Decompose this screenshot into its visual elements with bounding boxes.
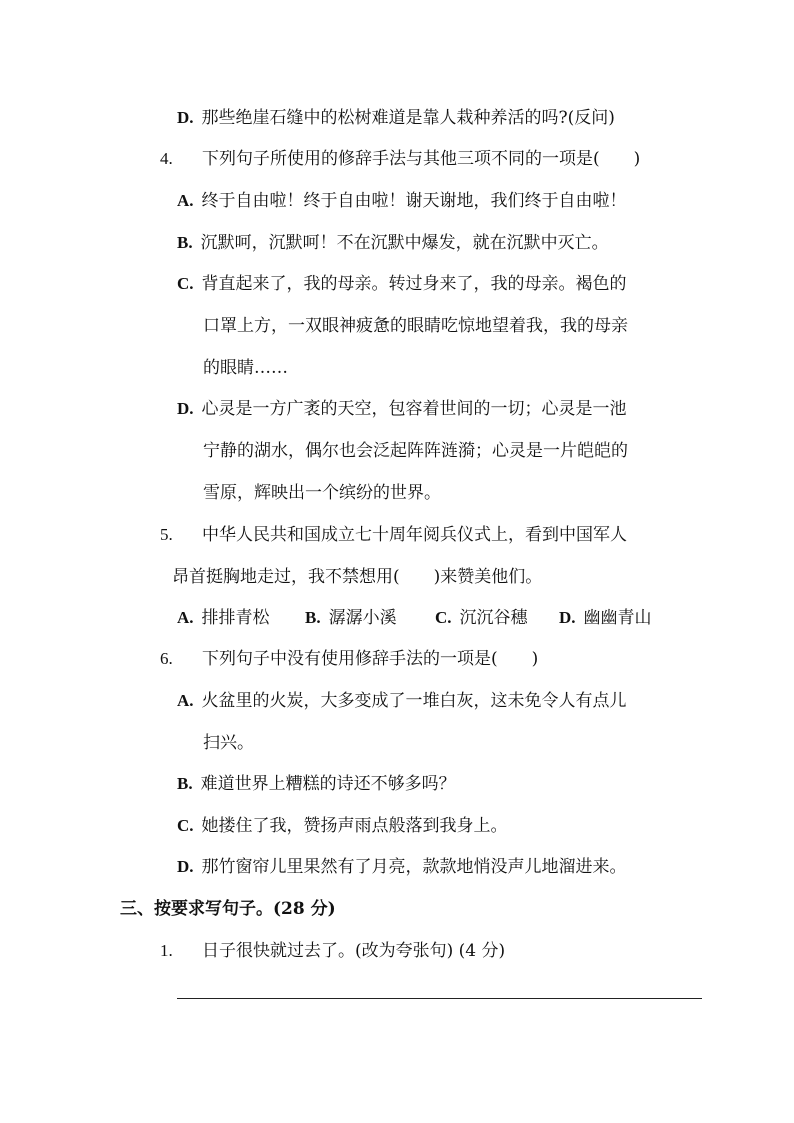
q5-option-b bbox=[305, 607, 435, 629]
question-text: 中华人民共和国成立七十周年阅兵仪式上，看到中国军人 bbox=[202, 525, 627, 545]
q4-option-d-line2: 宁静的湖水，偶尔也会泛起阵阵涟漪；心灵是一片皑皑的 bbox=[203, 441, 628, 461]
option-text: 沉默呵，沉默呵！不在沉默中爆发，就在沉默中灭亡。 bbox=[200, 233, 609, 253]
option-text: 那些绝崖石缝中的松树难道是靠人栽种养活的吗?(反问) bbox=[201, 108, 615, 128]
option-text: 难道世界上糟糕的诗还不够多吗？ bbox=[200, 774, 456, 794]
option-key: D. bbox=[559, 608, 576, 627]
option-text: 背直起来了，我的母亲。转过身来了，我的母亲。褐色的 bbox=[201, 274, 627, 294]
question-number: 1. bbox=[160, 941, 173, 960]
option-text: 火盆里的火炭，大多变成了一堆白灰，这未免令人有点儿 bbox=[201, 691, 627, 711]
q4-option-c bbox=[177, 273, 627, 295]
option-text: 终于自由啦！终于自由啦！谢天谢地，我们终于自由啦！ bbox=[201, 191, 627, 211]
q5-stem bbox=[160, 524, 627, 546]
option-key: D. bbox=[177, 857, 194, 876]
q4-option-c-line2: 口罩上方，一双眼神疲惫的眼睛吃惊地望着我，我的母亲 bbox=[203, 316, 628, 336]
q5-options bbox=[177, 607, 652, 629]
section-heading: 三、按要求写句子。(28 分) bbox=[120, 899, 336, 919]
option-text: 她搂住了我，赞扬声雨点般落到我身上。 bbox=[201, 816, 508, 836]
option-text: 排排青松 bbox=[201, 608, 270, 628]
q5-stem-line2: 昂首挺胸地走过，我不禁想用( )来赞美他们。 bbox=[172, 567, 543, 587]
option-text: 那竹窗帘儿里果然有了月亮，款款地悄没声儿地溜进来。 bbox=[201, 857, 627, 877]
option-text: 心灵是一方广袤的天空，包容着世间的一切；心灵是一池 bbox=[201, 399, 627, 419]
q5-option-a bbox=[177, 607, 305, 629]
question-number: 6. bbox=[160, 649, 173, 668]
q4-option-a bbox=[177, 190, 627, 212]
option-key: B. bbox=[177, 774, 193, 793]
q5-option-d bbox=[559, 607, 652, 629]
option-key: A. bbox=[177, 691, 194, 710]
q4-option-d bbox=[177, 398, 627, 420]
option-key: C. bbox=[177, 816, 194, 835]
s3-q1 bbox=[160, 940, 505, 962]
question-text: 下列句子中没有使用修辞手法的一项是( ) bbox=[202, 649, 539, 669]
question-number: 5. bbox=[160, 525, 173, 544]
option-key: C. bbox=[177, 274, 194, 293]
q6-option-a-line2: 扫兴。 bbox=[203, 733, 254, 753]
option-key: B. bbox=[177, 233, 193, 252]
question-text: 日子很快就过去了。(改为夸张句) (4 分) bbox=[202, 941, 506, 961]
q6-option-c bbox=[177, 815, 508, 837]
option-text: 幽幽青山 bbox=[583, 608, 652, 628]
option-text: 沉沉谷穗 bbox=[459, 608, 528, 628]
option-key: C. bbox=[435, 608, 452, 627]
q4-option-d-line3: 雪原，辉映出一个缤纷的世界。 bbox=[203, 483, 441, 503]
q5-option-c bbox=[435, 607, 559, 629]
q6-option-a bbox=[177, 690, 627, 712]
option-text: 潺潺小溪 bbox=[328, 608, 397, 628]
q4-option-c-line3: 的眼睛…… bbox=[203, 358, 288, 378]
option-key: B. bbox=[305, 608, 321, 627]
option-key: A. bbox=[177, 608, 194, 627]
option-key: D. bbox=[177, 399, 194, 418]
q6-option-b bbox=[177, 773, 456, 795]
answer-line[interactable] bbox=[177, 998, 702, 999]
option-key: A. bbox=[177, 191, 194, 210]
q6-option-d bbox=[177, 856, 627, 878]
q3-option-d bbox=[177, 107, 615, 129]
question-text: 下列句子所使用的修辞手法与其他三项不同的一项是( ) bbox=[202, 149, 641, 169]
q4-stem bbox=[160, 148, 640, 170]
option-key: D. bbox=[177, 108, 194, 127]
q6-stem bbox=[160, 648, 538, 670]
question-number: 4. bbox=[160, 149, 173, 168]
q4-option-b bbox=[177, 232, 609, 254]
